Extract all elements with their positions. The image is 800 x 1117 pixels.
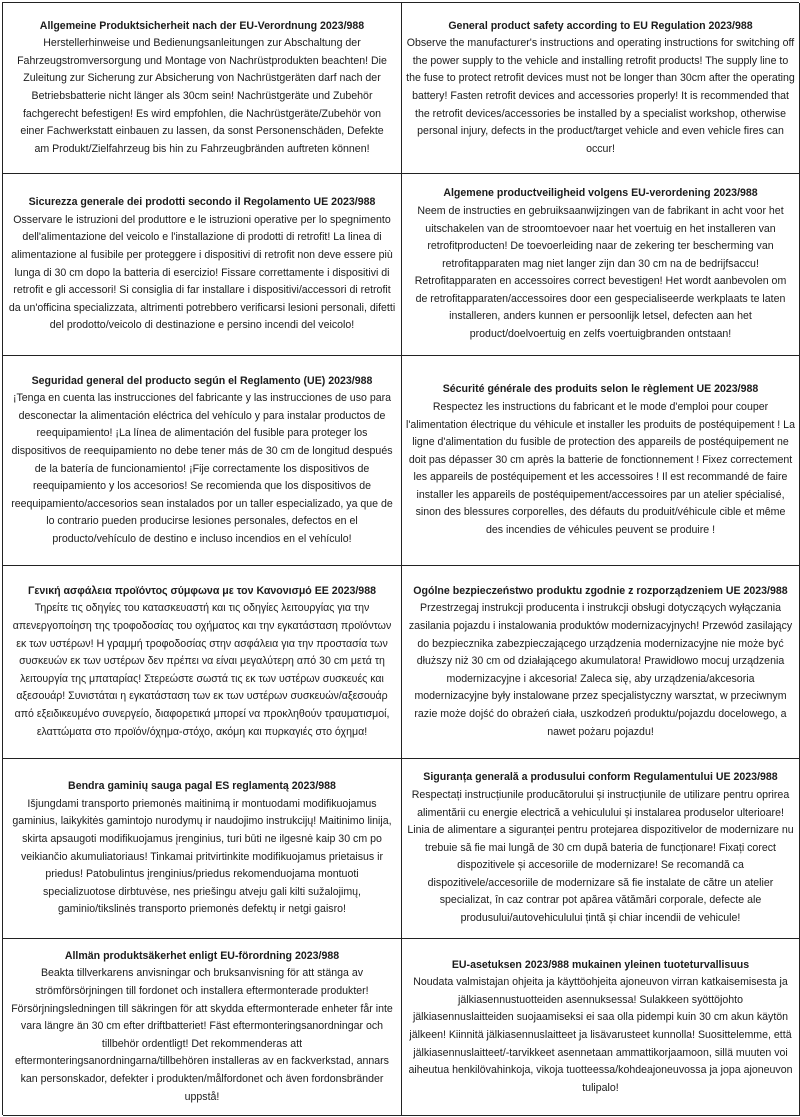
section-body: Respectez les instructions du fabricant et le mode d'emploi pour couper l'alimentation électrique du véhicule et installer les produits de postéquipement ! La ligne d'alimentation du fusible de protection des appareils de postéquipement ne doit pas dépasser 30 cm après la batterie de fonctionnement ! Fixez correctement les appareils de postéquipement et les accessoires ! Il est recommandé de faire installer les appareils de postéquipement/accessoires par un atelier spécialisé, sinon des blessures corporelles, des défauts du produit/véhicule cible et même des incendies de véhicules peuvent se produire !	[406, 400, 795, 537]
section-el	[3, 566, 402, 759]
section-ro	[402, 759, 800, 939]
section-pl	[402, 566, 800, 759]
section-title: Γενική ασφάλεια προϊόντος σύμφωνα με τον Κανονισμό ΕΕ 2023/988	[27, 584, 376, 597]
section-body: Išjungdami transporto priemonės maitinimą ir montuodami modifikuojamus gaminius, laikykitės gamintojo nurodymų ir naudojimo instrukcijų! Maitinimo linija, skirta apsaugoti modifikuojamus įrenginius, turi būti ne ilgesnė kaip 30 cm po veikiančio akumuliatoriaus! Tinkamai pritvirtinkite modifikuojamus prietaisus ir priedus! Patobulintus įrenginius/priedus rekomenduojama montuoti specializuotose dirbtuvėse, nes priešingu atveju gali kilti sužalojimų, gaminio/tikslinės transporto priemonės defektų ir netgi gaisro!	[12, 797, 392, 916]
section-title: Siguranța generală a produsului conform Regulamentului UE 2023/988	[423, 771, 778, 784]
section-body: Beakta tillverkarens anvisningar och bruksanvisning för att stänga av strömförsörjningen till fordonet och installera eftermonterade produkter! Försörjningsledningen till säkringen för att skydda eftermonterade enheter får inte vara längre än 30 cm efter driftbatteriet! Fäst eftermonteringsanordningar och tillbehör ordentligt! Det rekommenderas att eftermonteringsanordningarna/tillbehören installeras av en fackverkstad, annars kan personskador, defekter i produkten/målfordonet och även fordonsbränder uppstå!	[11, 967, 393, 1103]
section-title: Allmän produktsäkerhet enligt EU-förordning 2023/988	[64, 949, 340, 962]
section-title: Sécurité générale des produits selon le règlement UE 2023/988	[442, 383, 759, 396]
section-title: Seguridad general del producto según el Reglamento (UE) 2023/988	[31, 374, 373, 387]
section-fi	[402, 939, 800, 1116]
section-de	[3, 3, 402, 174]
section-body: Herstellerhinweise und Bedienungsanleitungen zur Abschaltung der Fahrzeugstromversorgung und Montage von Nachrüstprodukten beachten! Die Zuleitung zur Sicherung zur Absicherung von Nachrüstgeräten darf nach der Betriebsbatterie nicht länger als 30cm sein! Nachrüstgeräte und Zubehör fachgerecht befestigen! Es wird empfohlen, die Nachrüstgeräte/Zubehör von einer Fachwerkstatt einbauen zu lassen, da sonst Personenschäden, Defekte am Produkt/Zielfahrzeug bis hin zu Fahrzeugbränden auftreten können!	[17, 37, 387, 155]
section-es	[3, 356, 402, 566]
safety-notice-grid	[2, 2, 799, 1115]
section-body: Neem de instructies en gebruiksaanwijzingen van de fabrikant in acht voor het uitschakelen van de stroomtoevoer naar het voertuig en het installeren van retrofitproducten! De toevoerleiding naar de zekering ter bescherming van retrofitapparaten mag niet langer zijn dan 30 cm na de bedrijfsaccu! Retrofitapparaten en accessoires correct bevestigen! Het wordt aanbevolen om de retrofitapparaten/accessoires door een gespecialiseerde werkplaats te laten installeren, anders kunnen er persoonlijk letsel, defecten aan het product/doelvoertuig en zelfs voertuigbranden ontstaan!	[414, 204, 787, 341]
section-title: EU-asetuksen 2023/988 mukainen yleinen tuoteturvallisuus	[451, 958, 750, 971]
section-fr	[402, 356, 800, 566]
section-body: Przestrzegaj instrukcji producenta i instrukcji obsługi dotyczących wyłączania zasilania pojazdu i instalowania produktów modernizacyjnych! Przewód zasilający do bezpiecznika zabezpieczającego urządzenia modernizacyjne nie może być dłuższy niż 30 cm od działającego akumulatora! Prawidłowo mocuj urządzenia modernizacyjne i akcesoria! Zaleca się, aby urządzenia/akcesoria modernizacyjne były instalowane przez specjalistyczny warsztat, w przeciwnym razie może dojść do obrażeń ciała, uszkodzeń produktu/pojazdu docelowego, a nawet pożaru pojazdu!	[408, 602, 793, 738]
section-body: Observe the manufacturer's instructions and operating instructions for switching off the power supply to the vehicle and installing retrofit products! The supply line to the fuse to protect retrofit devices must not be longer than 30cm after the operating battery! Fasten retrofit devices and accessories properly! It is recommended that the retrofit devices/accessories be installed by a specialist workshop, otherwise personal injury, defects in the product/target vehicle and even vehicle fires can occur!	[406, 37, 795, 155]
section-body: Noudata valmistajan ohjeita ja käyttöohjeita ajoneuvon virran katkaisemisesta ja jälkiasennustuotteiden asennuksessa! Sulakkeen syöttöjohto jälkiasennuslaitteiden suojaamiseksi ei saa olla pidempi kuin 30 cm akun käytön jälkeen! Kiinnitä jälkiasennuslaitteet ja lisävarusteet kunnolla! Suosittelemme, että jälkiasennuslaitteet/-tarvikkeet asennetaan ammattikorjaamoon, sillä muuten voi aiheutua henkilövahinkoja, vikoja tuotteessa/kohdeajoneuvossa ja jopa ajoneuvon tulipalo!	[408, 976, 793, 1094]
section-sv	[3, 939, 402, 1116]
section-title: Bendra gaminių sauga pagal ES reglamentą 2023/988	[68, 780, 336, 793]
section-title: General product safety according to EU Regulation 2023/988	[448, 19, 753, 32]
section-body: ¡Tenga en cuenta las instrucciones del fabricante y las instrucciones de uso para desconectar la alimentación eléctrica del vehículo y para instalar productos de reequipamiento! ¡La línea de alimentación del fusible para proteger los dispositivos de reequipamiento no debe tener más de 30 cm de longitud después de la batería de funcionamiento! ¡Fije correctamente los dispositivos de reequipamiento y los accesorios! Se recomienda que los dispositivos de reequipamiento/accesorios sean instalados por un taller especializado, ya que de lo contrario pueden producirse lesiones personales, defectos en el producto/vehículo de destino e incluso incendios en el vehículo!	[11, 392, 393, 545]
section-en	[402, 3, 800, 174]
section-title: Ogólne bezpieczeństwo produktu zgodnie z rozporządzeniem UE 2023/988	[413, 584, 788, 597]
section-body: Τηρείτε τις οδηγίες του κατασκευαστή και τις οδηγίες λειτουργίας για την απενεργοποίηση της τροφοδοσίας του οχήματος και την εγκατάσταση προϊόντων εκ των υστέρων! Η γραμμή τροφοδοσίας στην ασφάλεια για την προστασία των συσκευών εκ των υστέρων δεν πρέπει να είναι μεγαλύτερη από 30 cm μετά τη λειτουργία της μπαταρίας! Στερεώστε σωστά τις εκ των υστέρων συσκευές και αξεσουάρ! Συνιστάται η εγκατάσταση των εκ των υστέρων συσκευών/αξεσουάρ από εξειδικευμένο συνεργείο, διαφορετικά μπορεί να προκληθούν τραυματισμοί, ελαττώματα στο προϊόν/όχημα-στόχο, ακόμη και πυρκαγιές στο όχημα!	[12, 602, 392, 738]
section-title: Allgemeine Produktsicherheit nach der EU-Verordnung 2023/988	[39, 19, 365, 32]
section-title: Sicurezza generale dei prodotti secondo il Regolamento UE 2023/988	[28, 196, 376, 209]
section-lt	[3, 759, 402, 939]
section-title: Algemene productveiligheid volgens EU-verordening 2023/988	[443, 187, 758, 200]
section-nl	[402, 174, 800, 356]
section-it	[3, 174, 402, 356]
section-body: Osservare le istruzioni del produttore e le istruzioni operative per lo spegnimento dell'alimentazione del veicolo e l'installazione di prodotti di retrofit! La linea di alimentazione al fusibile per proteggere i dispositivi di retrofit non deve essere più lunga di 30 cm dopo la batteria di esercizio! Fissare correttamente i dispositivi di retrofit e gli accessori! Si consiglia di far installare i dispositivi/accessori di retrofit da un'officina specializzata, altrimenti potrebbero verificarsi lesioni personali, difetti del prodotto/veicolo di destinazione e persino incendi del veicolo!	[8, 213, 396, 332]
section-body: Respectați instrucțiunile producătorului și instrucțiunile de utilizare pentru oprirea alimentării cu energie electrică a vehiculului și instalarea produselor ulterioare! Linia de alimentare a siguranței pentru protejarea dispozitivelor de modernizare nu trebuie să fie mai lungă de 30 cm după bateria de funcționare! Fixați corect dispozitivele și accesoriile de modernizare! Se recomandă ca dispozitivele/accesoriile de modernizare să fie instalate de către un atelier specializat, în caz contrar pot apărea vătămări corporale, defecte ale produsului/autovehiculului țintă și chiar incendii de vehicule!	[407, 788, 794, 925]
